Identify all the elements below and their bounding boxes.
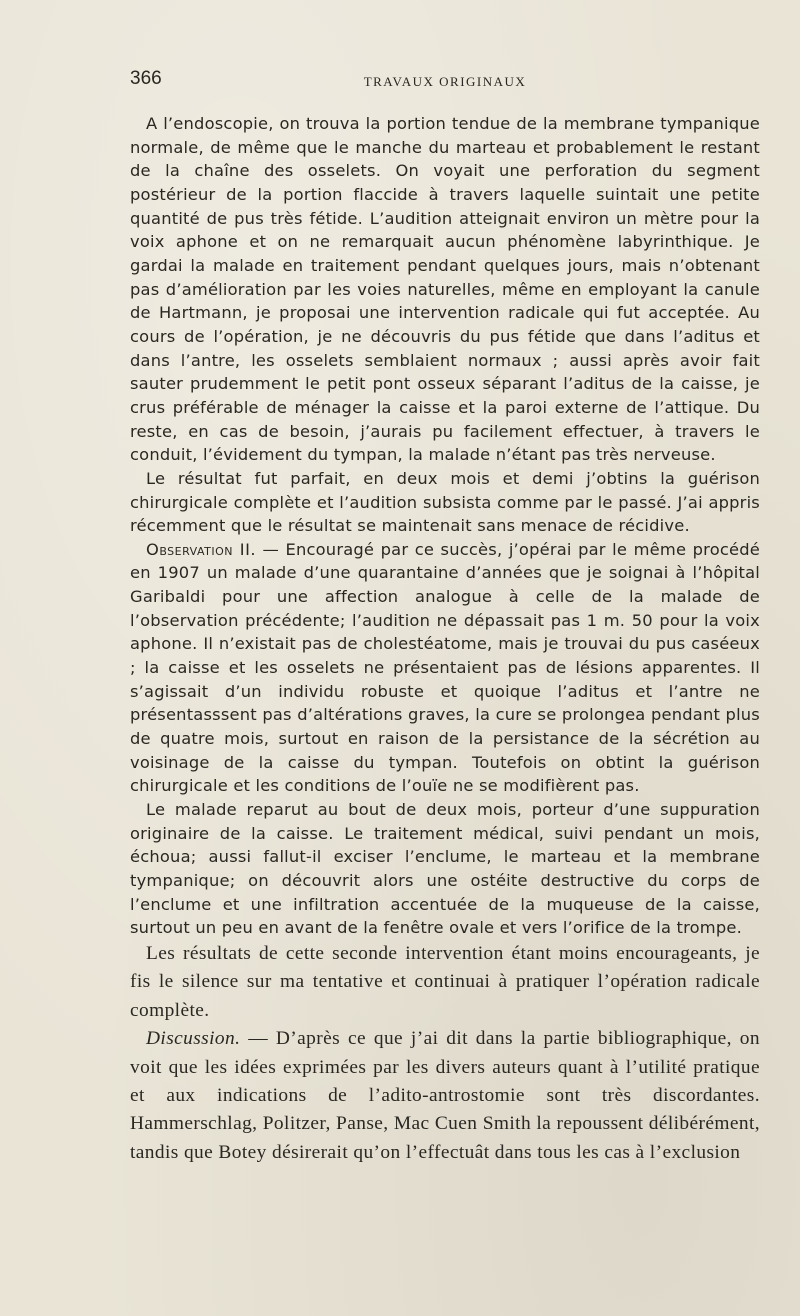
paragraph-return — [130, 798, 760, 940]
paragraph-observation-ii — [130, 538, 760, 798]
paragraph-text: Le malade reparut au bout de deux mois, porteur d’une suppuration originaire de la caisse. Le traitement médical, suivi pendant un mois, échoua; aussi fallut-il exciser l’enclume, le marteau et la membrane tympanique; on découvrit alors une ostéite destructive du corps de l’enclume et une infiltration accentuée de la muqueuse de la caisse, surtout un peu en avant de la fenêtre ovale et vers l’orifice de la trompe. — [130, 800, 760, 938]
paragraph-text: Les résultats de cette seconde intervention étant moins encourageants, je fis le silence sur ma tentative et continuai à pratiquer l’opération radicale complète. — [130, 942, 760, 1021]
paragraph-text: A l’endoscopie, on trouva la portion tendue de la membrane tympanique normale, de même que le manche du marteau et probablement le restant de la chaîne des osselets. On voyait une perforation du segment postérieur de la portion flaccide à travers laquelle suintait une petite quantité de pus très fétide. L’audition atteignait environ un mètre pour la voix aphone et on ne remarquait aucun phénomène labyrinthique. Je gardai la malade en traitement pendant quelques jours, mais n’obtenant pas d’amélioration par les voies naturelles, même en employant la canule de Hartmann, je proposai une intervention radicale qui fut acceptée. Au cours de l’opération, je ne découvris du pus fétide que dans l’aditus et dans l’antre, les osselets semblaient normaux ; aussi après avoir fait sauter prudemment le petit pont osseux séparant l’aditus de la caisse, je crus préférable de ménager la caisse et la paroi externe de l’attique. Du reste, en cas de besoin, j’aurais pu facilement effectuer, à travers le conduit, l’évidement du tympan, la malade n’étant pas très nerveuse. — [130, 114, 760, 465]
paragraph-text: Le résultat fut parfait, en deux mois et demi j’obtins la guérison chirurgicale complète et l’audition subsista comme par le passé. J’ai appris récemment que le résultat se maintenait sans menace de récidive. — [130, 468, 760, 536]
observation-heading: Observation II. — [146, 539, 257, 559]
paragraph-result — [130, 467, 760, 538]
running-head: TRAVAUX ORIGINAUX — [363, 74, 527, 89]
paragraph-second-intervention — [130, 940, 760, 1025]
body-text — [130, 112, 760, 1167]
discussion-heading: Discussion. — [146, 1028, 241, 1050]
paragraph-endoscopy — [130, 112, 760, 467]
paragraph-text: — D’après ce que j’ai dit dans la partie bibliographique, on voit que les idées exprimées par les divers auteurs quant à l’utilité pratique et aux indications de l’adito-antrostomie sont très discordantes. Hammerschlag, Politzer, Panse, Mac Cuen Smith la repoussent délibérément, tandis que Botey désirerait qu’on l’effectuât dans tous les cas à l’exclusion — [130, 1028, 760, 1163]
paragraph-discussion — [130, 1025, 760, 1167]
page-header — [130, 68, 760, 98]
page-number: 366 — [130, 68, 162, 89]
paragraph-text: — Encouragé par ce succès, j’opérai par le même procédé en 1907 un malade d’une quarantaine d’années que je soignai à l’hôpital Garibaldi pour une affection analogue à celle de la malade de l’observation précédente; l’audition ne dépassait pas 1 m. 50 pour la voix aphone. Il n’existait pas de cholestéatome, mais je trouvai du pus caséeux ; la caisse et les osselets ne présentaient pas de lésions apparentes. Il s’agissait d’un individu robuste et quoique l’aditus et l’antre ne présentasssent pas d’altérations graves, la cure se prolongea pendant plus de quatre mois, surtout en raison de la persistance de la sécrétion au voisinage de la caisse du tympan. Toutefois on obtint la guérison chirurgicale et les conditions de l’ouïe ne se modifièrent pas. — [130, 539, 760, 796]
